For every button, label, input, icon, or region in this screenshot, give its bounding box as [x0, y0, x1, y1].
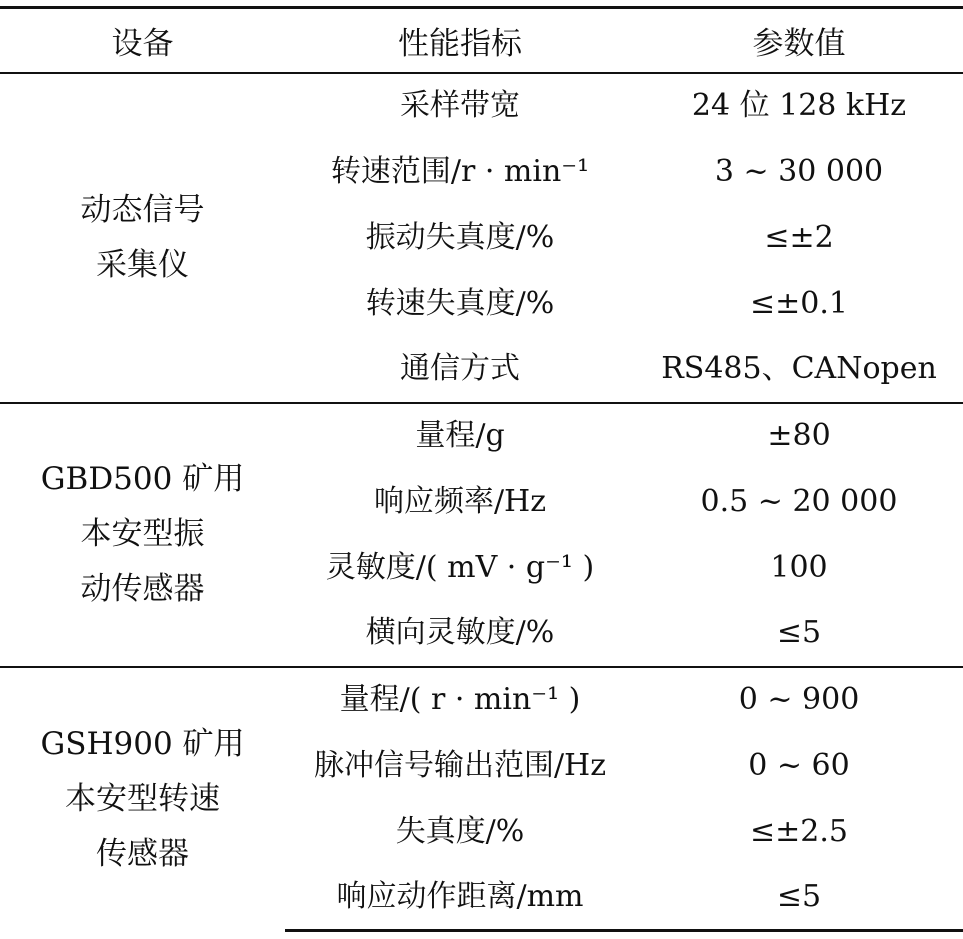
- value-cell: ≤±0.1: [750, 285, 848, 321]
- value-cell: ±80: [635, 403, 963, 469]
- metric-cell: 响应频率/Hz: [373, 483, 547, 519]
- device-cell-speed-sensor: [0, 667, 285, 931]
- value-cell: 0 ~ 60: [748, 747, 850, 783]
- device-name-line: 本安型振: [80, 516, 205, 552]
- metric-cell: 响应动作距离/mm: [285, 865, 635, 931]
- device-cell-signal-acquisition: [0, 73, 285, 403]
- metric-cell: 量程/g: [285, 403, 635, 469]
- table-row: [0, 73, 963, 139]
- device-name-line: 本安型转速: [65, 780, 220, 817]
- metric-cell: 量程/( r · min⁻¹ ): [285, 667, 635, 733]
- metric-cell: 灵敏度/( mV · g⁻¹ ): [325, 549, 595, 585]
- metric-cell: 转速失真度/%: [365, 285, 555, 321]
- table-row: [0, 403, 963, 469]
- metric-cell: 横向灵敏度/%: [365, 615, 555, 650]
- value-cell: ≤±2: [764, 219, 834, 255]
- device-name-line: 传感器: [96, 835, 189, 872]
- metric-cell: 通信方式: [400, 351, 520, 386]
- device-name-line: GBD500 矿用: [40, 461, 245, 497]
- metric-cell: 振动失真度/%: [365, 219, 555, 255]
- metric-cell: 转速范围/r · min⁻¹: [330, 153, 590, 189]
- value-cell: 3 ~ 30 000: [714, 153, 884, 189]
- value-cell: 0.5 ~ 20 000: [700, 483, 898, 519]
- header-metric: 性能指标: [285, 8, 635, 73]
- table-row: [0, 667, 963, 733]
- value-cell: 24 位 128 kHz: [635, 73, 963, 139]
- device-name-line: 动传感器: [80, 571, 205, 607]
- header-value: 参数值: [635, 8, 963, 73]
- device-name-line: 采集仪: [96, 246, 189, 283]
- device-name-line: 动态信号: [80, 191, 205, 228]
- device-name-line: GSH900 矿用: [40, 725, 245, 762]
- value-cell: 0 ~ 900: [635, 667, 963, 733]
- value-cell: 100: [770, 549, 828, 585]
- metric-cell: 失真度/%: [395, 813, 525, 849]
- header-device: 设备: [0, 8, 285, 73]
- value-cell: ≤5: [776, 615, 822, 650]
- spec-table: [0, 6, 963, 932]
- value-cell: ≤±2.5: [750, 813, 848, 849]
- metric-cell: 采样带宽: [285, 73, 635, 139]
- header-row: [0, 8, 963, 73]
- value-cell: ≤5: [635, 865, 963, 931]
- device-cell-vibration-sensor: [0, 403, 285, 667]
- metric-cell: 脉冲信号输出范围/Hz: [313, 747, 607, 783]
- value-cell: RS485、CANopen: [661, 351, 937, 386]
